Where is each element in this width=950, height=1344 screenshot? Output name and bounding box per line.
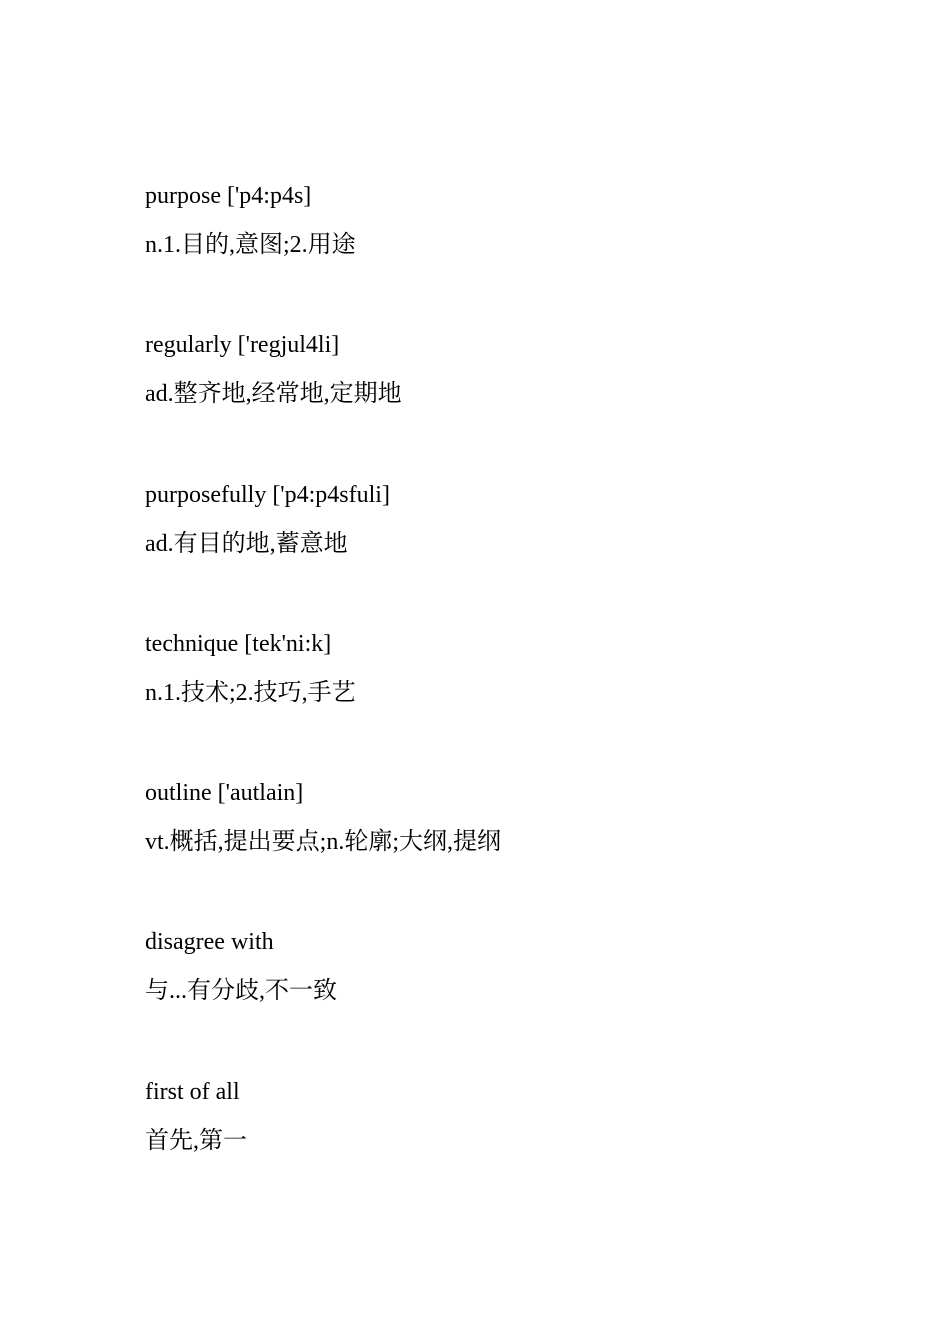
entry-definition: n.1.技术;2.技巧,手艺 <box>145 679 356 706</box>
entry-definition: 与...有分歧,不一致 <box>145 978 337 1005</box>
entry-definition: n.1.目的,意图;2.用途 <box>145 232 356 258</box>
entry-term: purpose ['p4:p4s] <box>145 183 312 209</box>
entry-term: regularly ['regjul4li] <box>145 332 340 359</box>
vocab-entry <box>145 479 845 628</box>
vocab-entry <box>145 628 845 777</box>
vocab-entry <box>145 777 845 926</box>
vocab-entry <box>145 926 845 1075</box>
entry-term: first of all <box>145 1078 240 1105</box>
entry-term: technique [tek'ni:k] <box>145 630 332 657</box>
entry-term: purposefully ['p4:p4sfuli] <box>145 481 390 508</box>
entry-definition: ad.整齐地,经常地,定期地 <box>145 381 402 408</box>
vocab-entry <box>145 329 845 478</box>
entry-definition: vt.概括,提出要点;n.轮廓;大纲,提纲 <box>145 829 502 856</box>
entry-term: disagree with <box>145 929 274 956</box>
vocabulary-list <box>145 180 845 1225</box>
vocab-entry <box>145 1076 845 1225</box>
entry-term: outline ['autlain] <box>145 780 304 807</box>
vocab-entry <box>145 180 845 329</box>
entry-definition: 首先,第一 <box>145 1127 247 1154</box>
entry-definition: ad.有目的地,蓄意地 <box>145 530 348 557</box>
